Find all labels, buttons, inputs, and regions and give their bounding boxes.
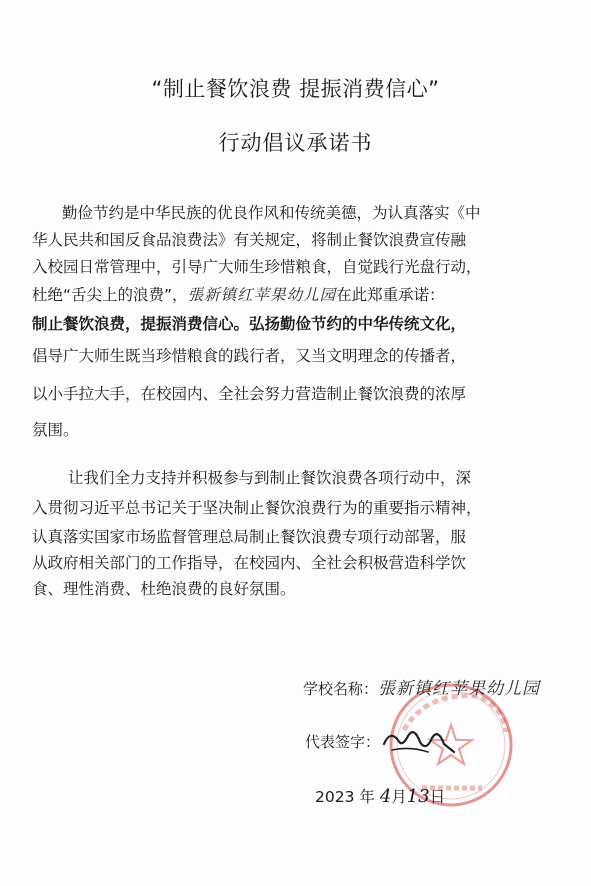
date-line (315, 785, 445, 807)
paragraph1-line: 氛围。 (32, 421, 79, 439)
paragraph1-line (32, 285, 445, 305)
paragraph2-line: 食、理性消费、杜绝浪费的良好氛围。 (32, 580, 296, 598)
paragraph1-line: 以小手拉大手，在校园内、全社会努力营造制止餐饮浪费的浓厚 (32, 385, 467, 403)
school-name-row (303, 674, 540, 699)
paragraph1-text: 在此郑重承诺： (336, 286, 445, 304)
paragraph2-line: 入贯彻习近平总书记关于坚决制止餐饮浪费行为的重要指示精神， (32, 499, 482, 517)
handwritten-school-name: 張新镇红苹果幼儿园 (187, 286, 337, 304)
handwritten-signature (380, 722, 460, 758)
date-year: 2023 年 (315, 788, 375, 806)
document-title: “制止餐饮浪费 提振消费信心” (151, 77, 440, 101)
paragraph2-line: 认真落实国家市场监督管理总局制止餐饮浪费专项行动部署，服 (32, 528, 467, 546)
paragraph2-line: 从政府相关部门的工作指导，在校园内、全社会积极营造科学饮 (32, 554, 467, 572)
paragraph1-line: 倡导广大师生既当珍惜粮食的践行者，又当文明理念的传播者， (32, 347, 467, 365)
paragraph1-line: 华人民共和国反食品浪费法》有关规定，将制止餐饮浪费宣传融 (32, 231, 467, 249)
date-day: 13 (406, 786, 430, 807)
document-subtitle: 行动倡议承诺书 (218, 131, 373, 155)
school-name-handwritten: 張新镇红苹果幼儿园 (378, 679, 541, 699)
date-month-unit: 月 (391, 788, 407, 806)
paragraph1-line: 入校园日常管理中，引导广大师生珍惜粮食，自觉践行光盘行动， (32, 258, 482, 276)
paragraph1-text: 杜绝“舌尖上的浪费”， (32, 286, 188, 304)
representative-label: 代表签字： (305, 733, 381, 751)
paragraph2-line: 让我们全力支持并积极参与到制止餐饮浪费各项行动中，深 (68, 469, 472, 487)
school-name-label: 学校名称： (303, 680, 379, 698)
date-month: 4 (379, 786, 392, 807)
paragraph1-line: 勤俭节约是中华民族的优良作风和传统美德，为认真落实《中 (62, 204, 481, 222)
paragraph1-line: 制止餐饮浪费，提振消费信心。弘扬勤俭节约的中华传统文化， (32, 315, 467, 333)
date-day-unit: 日 (429, 788, 446, 806)
